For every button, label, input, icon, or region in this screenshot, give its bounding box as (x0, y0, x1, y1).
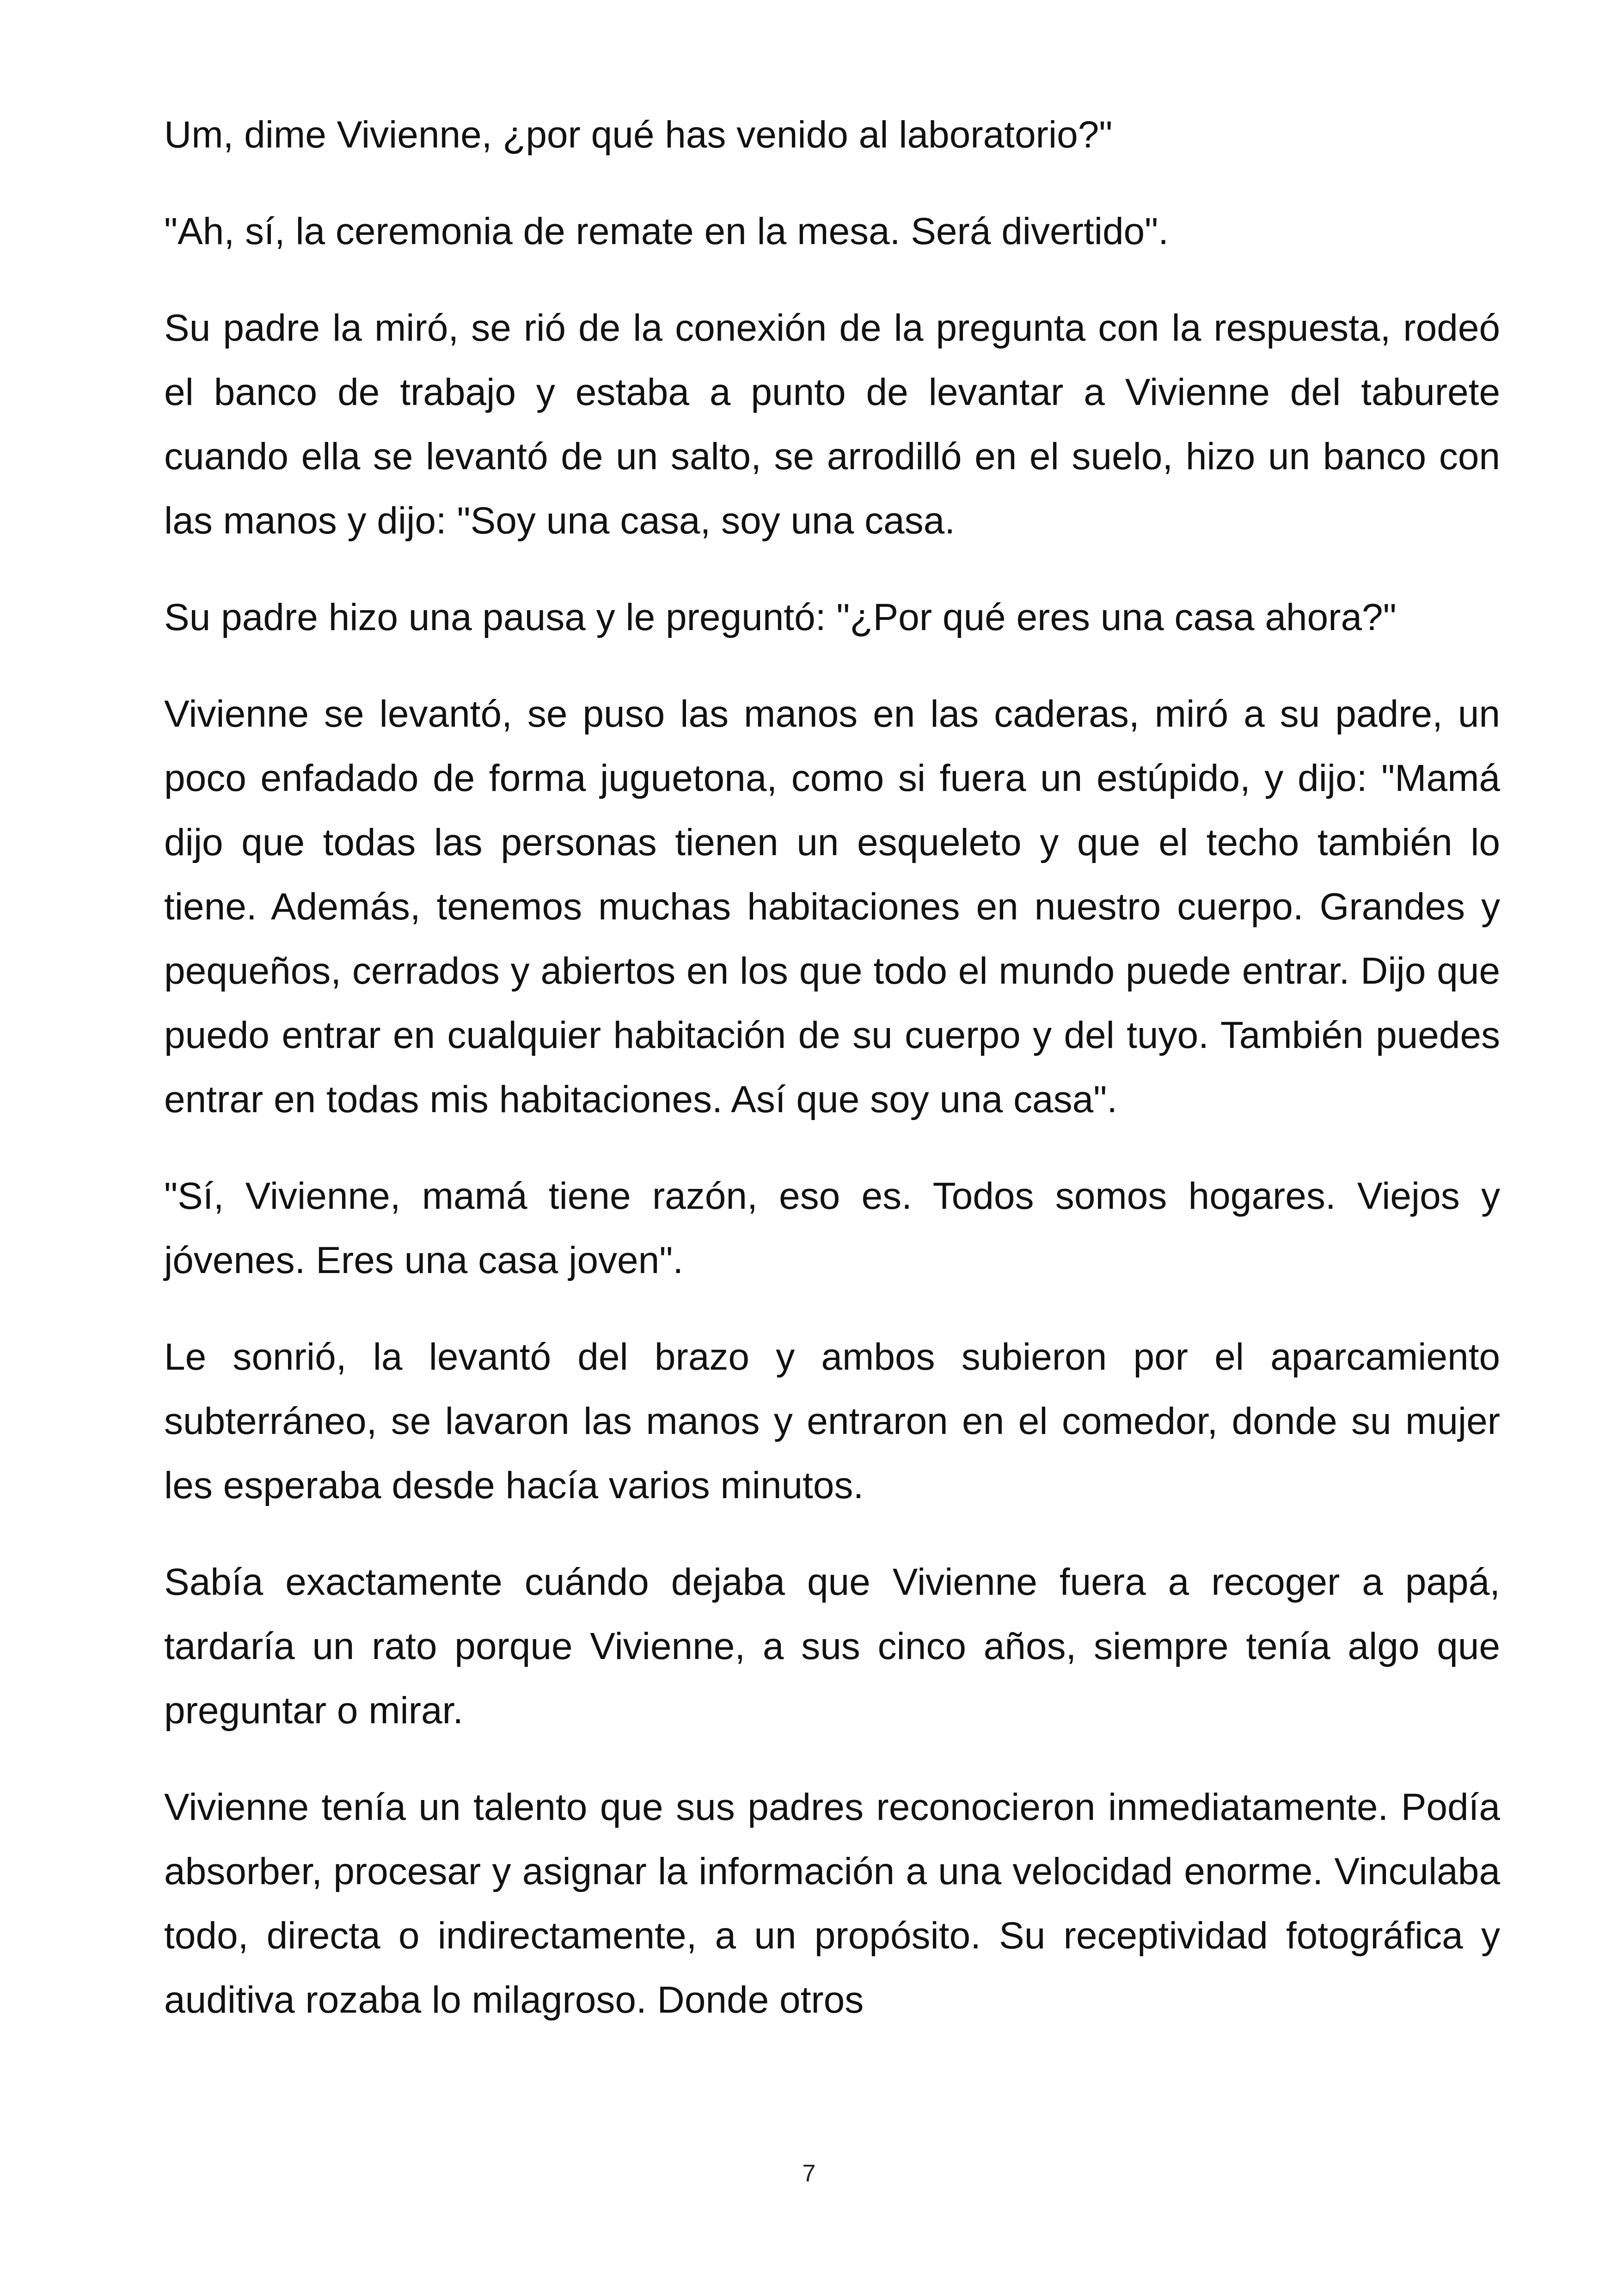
page-number: 7 (802, 2160, 816, 2187)
paragraph: Le sonrió, la levantó del brazo y ambos subieron por el aparcamiento subterráneo, se lavaron las manos y entraron en el comedor, donde su mujer les esperaba desde hacía varios minutos. (164, 1336, 1500, 1506)
paragraph: Sabía exactamente cuándo dejaba que Vivienne fuera a recoger a papá, tardaría un rato porque Vivienne, a sus cinco años, siempre tenía algo que preguntar o mirar. (164, 1561, 1500, 1732)
paragraph: Um, dime Vivienne, ¿por qué has venido al laboratorio?" (164, 114, 1113, 156)
paragraph: Vivienne tenía un talento que sus padres reconocieron inmediatamente. Podía absorber, procesar y asignar la información a una velocidad enorme. Vinculaba todo, directa o indirectamente, a un propósito. Su receptividad fotográfica y auditiva rozaba lo milagroso. Donde otros (164, 1786, 1500, 2021)
paragraph: Su padre la miró, se rió de la conexión de la pregunta con la respuesta, rodeó el banco de trabajo y estaba a punto de levantar a Vivienne del taburete cuando ella se levantó de un salto, se arrodilló en el suelo, hizo un banco con las manos y dijo: "Soy una casa, soy una casa. (164, 307, 1500, 542)
paragraph: Su padre hizo una pausa y le preguntó: "¿Por qué eres una casa ahora?" (164, 596, 1397, 638)
paragraph: "Sí, Vivienne, mamá tiene razón, eso es. Todos somos hogares. Viejos y jóvenes. Eres una casa joven". (164, 1175, 1500, 1281)
body-text (164, 103, 1500, 2064)
paragraph: Vivienne se levantó, se puso las manos en las caderas, miró a su padre, un poco enfadado de forma juguetona, como si fuera un estúpido, y dijo: "Mamá dijo que todas las personas tienen un esqueleto y que el techo también lo tiene. Además, tenemos muchas habitaciones en nuestro cuerpo. Grandes y pequeños, cerrados y abiertos en los que todo el mundo puede entrar. Dijo que puedo entrar en cualquier habitación de su cuerpo y del tuyo. También puedes entrar en todas mis habitaciones. Así que soy una casa". (164, 693, 1500, 1120)
paragraph: "Ah, sí, la ceremonia de remate en la mesa. Será divertido". (164, 210, 1169, 252)
